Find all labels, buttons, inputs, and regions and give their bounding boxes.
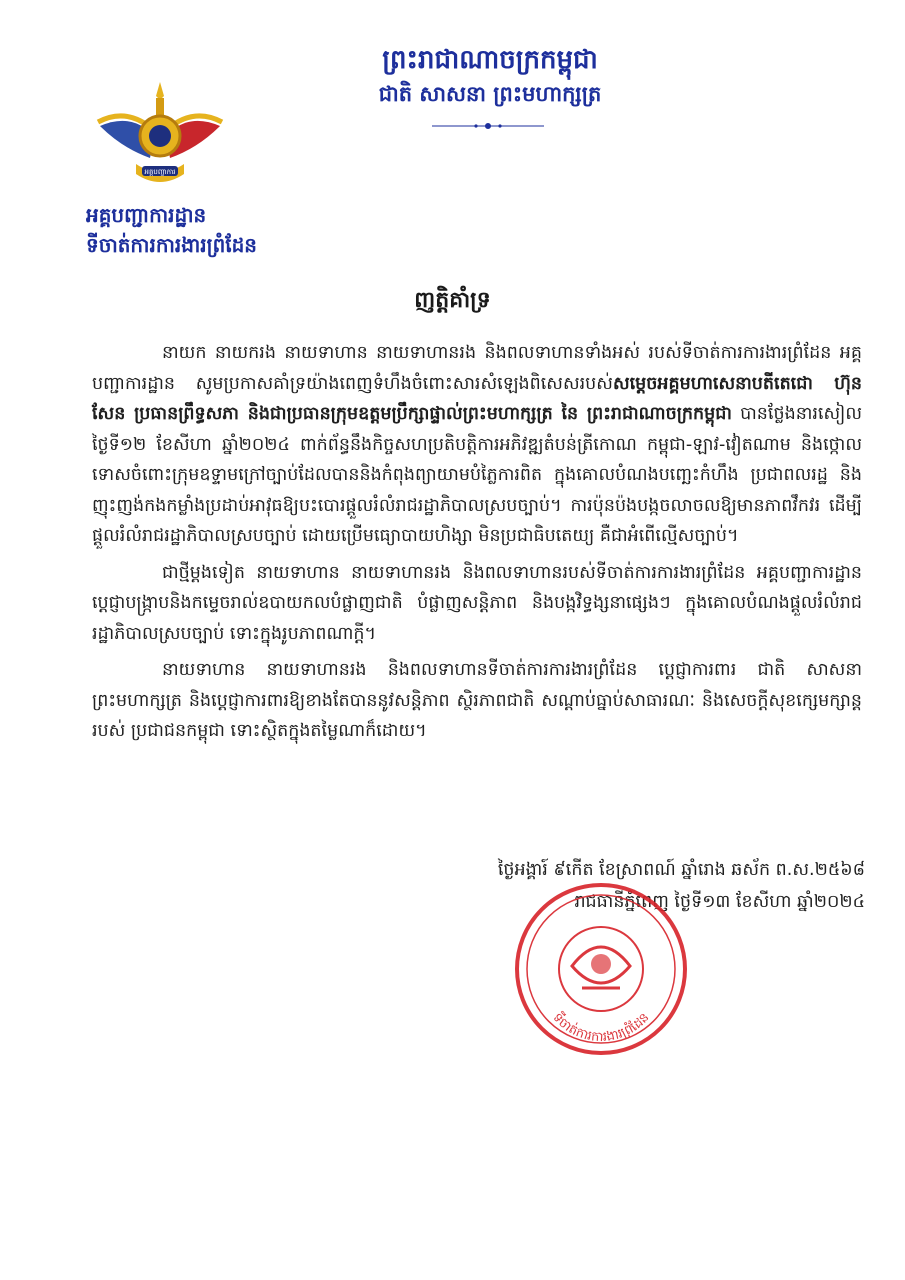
seal-text xyxy=(549,1009,652,1045)
lunar-date: ថ្ងៃអង្គារ៍ ៩កើត ខែស្រាពណ៍ ឆ្នាំរោង ឆស័ក ព.ស.២៥៦៨ xyxy=(497,860,865,880)
official-red-seal-icon xyxy=(512,880,690,1058)
emblem-ribbon-text: អគ្គបញ្ជាការ xyxy=(144,168,176,176)
kingdom-title: ព្រះរាជាណាចក្រកម្ពុជា xyxy=(382,45,598,75)
ornament-divider-icon xyxy=(428,120,548,132)
organization-block xyxy=(86,200,257,260)
document-body xyxy=(92,338,862,753)
paragraph-1 xyxy=(92,338,862,552)
place-and-date: រាជធានីភ្នំពេញ ថ្ងៃទី១៣ ខែសីហា ឆ្នាំ២០២៤ xyxy=(574,892,865,912)
seal-text-path: ទីចាត់ការការងារព្រំដែន xyxy=(549,1010,653,1046)
paragraph-2: ជាថ្មីម្តងទៀត នាយទាហាន នាយទាហានរង និងពលទាហានរបស់ទីចាត់ការការងារព្រំដែន អគ្គបញ្ជាការដ្ឋាន ប្តេជ្ញាបង្ក្រាបនិងកម្ទេចរាល់ឧបាយកលបំផ្លាញជាតិ បំផ្លាញសន្តិភាព និងបង្កវិទ្ធង្សនាផ្សេងៗ ក្នុងគោលបំណងផ្តួលរំលំរាជរដ្ឋាភិបាលស្របច្បាប់ ទោះក្នុងរូបភាពណាក្តី។ xyxy=(92,562,862,644)
organization-line-2: ទីចាត់ការការងារព្រំដែន xyxy=(86,233,257,257)
document-title: ញត្តិគាំទ្រ xyxy=(414,288,491,313)
royal-military-emblem-icon xyxy=(92,78,228,196)
paragraph-1-lead: នាយក នាយករង នាយទាហាន នាយទាហានរង និងពលទាហានទាំងអស់ របស់ទីចាត់ការការងារព្រំដែន អគ្គបញ្ជាការដ្ឋាន សូមប្រកាសគាំទ្រយ៉ាងពេញទំហឹងចំពោះសារសំឡេងពិសេសរបស់ xyxy=(92,343,862,394)
paragraph-1-rest: បានថ្លែងនារសៀលថ្ងៃទី១២ ខែសីហា ឆ្នាំ២០២៤ ពាក់ព័ន្ធនឹងកិច្ចសហប្រតិបត្តិការអភិវឌ្ឍតំបន់ត្រីកោណ កម្ពុជា-ឡាវ-វៀតណាម និងថ្កោលទោសចំពោះក្រុមឧទ្ទាមក្រៅច្បាប់ដែលបាននិងកំពុងព្យាយាមបំភ្លៃការពិត ក្នុងគោលបំណងបញ្ឆេះកំហឹង ប្រជាពលរដ្ឋ និងញុះញង់កងកម្លាំងប្រដាប់អាវុធឱ្យបះបោរផ្តួលរំលំរាជរដ្ឋាភិបាលស្របច្បាប់។ ការប៉ុនប៉ងបង្កចលាចលឱ្យមានភាពវឹកវរ ដើម្បីផ្តួលរំលំរាជរដ្ឋាភិបាលស្របច្បាប់ ដោយប្រើមធ្យោបាយហិង្សា មិនប្រជាធិបតេយ្យ គឺជាអំពើល្មើសច្បាប់។ xyxy=(92,404,862,546)
paragraph-1-emphasis: សម្តេចអគ្គមហាសេនាបតីតេជោ ហ៊ុន សែន ប្រធានព្រឹទ្ធសភា និងជាប្រធានក្រុមឧត្តមប្រឹក្សាផ្ទាល់ព្រះមហាក្សត្រ នៃ ព្រះរាជាណាចក្រកម្ពុជា xyxy=(92,373,862,424)
page-header xyxy=(330,42,650,110)
national-motto: ជាតិ សាសនា ព្រះមហាក្សត្រ xyxy=(378,82,602,106)
organization-line-1: អគ្គបញ្ជាការដ្ឋាន xyxy=(86,203,207,227)
paragraph-3: នាយទាហាន នាយទាហានរង និងពលទាហានទីចាត់ការការងារព្រំដែន ប្តេជ្ញាការពារ ជាតិ សាសនា ព្រះមហាក្សត្រ និងប្តេជ្ញាការពារឱ្យខាងតែបាននូវសន្តិភាព ស្ថិរភាពជាតិ សណ្តាប់ធ្នាប់សាធារណៈ និងសេចក្តីសុខក្សេមក្សាន្តរបស់ ប្រជាជនកម្ពុជា ទោះស្ថិតក្នុងតម្លៃណាក៏ដោយ។ xyxy=(92,660,862,741)
